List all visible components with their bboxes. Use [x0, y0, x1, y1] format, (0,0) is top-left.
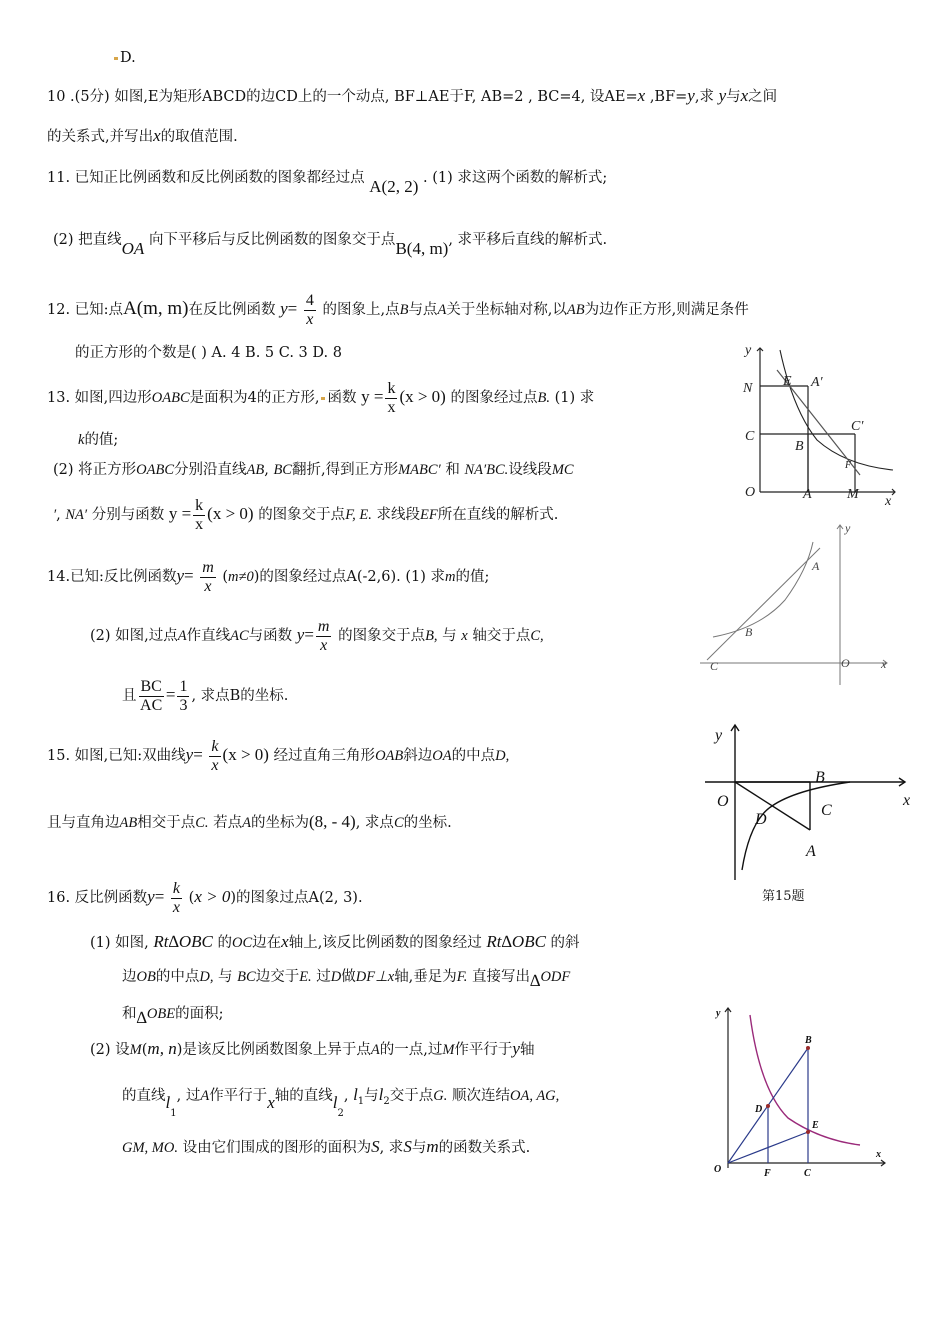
fig14-label-y: y	[845, 521, 851, 535]
q14-line3: 且 $\frac{BC}{AC}$ = $\frac{1}{3}$ , 求点B的坐标.	[122, 677, 289, 714]
q14-line2: (2) 如图,过点A作直线AC与函数 y= $\frac{m}{x}$ 的图象交于点B, 与 x 轴交于点C,	[90, 617, 544, 654]
q16-line4: 和∆OBE的面积;	[122, 1006, 224, 1027]
fig16-label-x: x	[876, 1149, 881, 1160]
q9-answer-d: D.	[112, 48, 136, 68]
figure-q13	[735, 340, 905, 505]
q16-line6: 的直线$l_1$, 过A作平行于x轴的直线$l_2$, $l_1$与$l_2$交于点G. 顺次连结OA, AG,	[122, 1085, 560, 1119]
fig16-label-b: B	[805, 1035, 812, 1046]
fig15-label-c: C	[821, 802, 832, 819]
q16-line5: (2) 设M(m, n)是该反比例函数图象上异于点A的一点,过M作平行于y轴	[90, 1039, 535, 1058]
fig13-label-b: B	[795, 439, 804, 454]
q12-line1: 12. 已知:点A(m, m)在反比例函数 y= $\frac{4}{x}$ 的图象上,点B与点A关于坐标轴对称,以AB为边作正方形,则满足条件	[47, 291, 749, 328]
fig13-label-f: F	[845, 460, 852, 471]
figure-q16	[710, 1000, 890, 1180]
fig13-label-a: A	[803, 487, 812, 502]
fig15-label-x: x	[903, 792, 911, 809]
fig15-label-b: B	[815, 769, 825, 786]
fig14-label-b: B	[745, 625, 753, 639]
fig13-label-y: y	[745, 343, 752, 358]
fig14-label-x: x	[881, 657, 887, 671]
q13-line2: k的值;	[78, 432, 119, 448]
fig13-label-e: E	[783, 374, 792, 389]
q10-line2: 的关系式,并写出x的取值范围.	[47, 126, 238, 145]
fig13-label-x: x	[885, 494, 892, 505]
fig16-label-f: F	[764, 1168, 771, 1179]
fig16-label-c: C	[804, 1168, 811, 1179]
q13-line3: (2) 将正方形OABC分别沿直线AB, BC翻折,得到正方形MABC′ 和 NA′BC.设线段MC	[53, 462, 574, 478]
point-a: A(2, 2)	[369, 177, 419, 196]
q13-line1: 13. 如图,四边形OABC是面积为4的正方形, 函数 y = $\frac{k}{x}$ (x > 0) 的图象经过点B. (1) 求	[47, 379, 595, 416]
q15-line1: 15. 如图,已知:双曲线y= $\frac{k}{x}$ (x > 0) 经过直角三角形OAB斜边OA的中点D,	[47, 737, 510, 774]
fig15-label-d: D	[755, 811, 767, 828]
fig16-label-e: E	[812, 1120, 819, 1131]
figure-q15-caption: 第15题	[762, 889, 805, 904]
q15-line2: 且与直角边AB相交于点C. 若点A的坐标为(8, - 4), 求点C的坐标.	[47, 812, 452, 831]
q16-line2: (1) 如图, Rt∆OBC 的OC边在x轴上,该反比例函数的图象经过 Rt∆OBC 的斜	[90, 932, 580, 951]
fig13-label-a2: A′	[811, 375, 823, 390]
fig16-label-o: O	[714, 1164, 722, 1175]
fig13-label-o: O	[745, 485, 756, 500]
q16-line3: 边OB的中点D, 与 BC边交于E. 过D做DF⊥x轴,垂足为F. 直接写出∆ODF	[122, 969, 571, 990]
figure-q15	[700, 720, 920, 885]
fig14-label-c: C	[710, 659, 719, 673]
figure-q14	[695, 520, 895, 690]
q10-line1: 10 .(5分) 如图,E为矩形ABCD的边CD上的一个动点, BF⊥AE于F, AB=2 , BC=4, 设AE=x ,BF=y,求 y与x之间	[47, 86, 778, 105]
fig13-label-n: N	[743, 381, 753, 396]
fig14-label-o: O	[841, 656, 850, 670]
fig15-label-o: O	[717, 793, 729, 810]
q11-line1: 11. 已知正比例函数和反比例函数的图象都经过点 A(2, 2) . (1) 求这两个函数的解析式;	[47, 170, 608, 196]
fig16-label-y: y	[716, 1008, 721, 1019]
q13-line4: ′, NA′ 分别与函数 y = $\frac{k}{x}$ (x > 0) 的图象交于点F, E. 求线段EF所在直线的解析式.	[53, 496, 559, 533]
fig14-label-a: A	[812, 559, 820, 573]
q12-line2: 的正方形的个数是( ) A. 4 B. 5 C. 3 D. 8	[75, 345, 342, 361]
fig15-label-y: y	[715, 727, 723, 744]
q16-line7: GM, MO. 设由它们围成的图形的面积为S, 求S与m的函数关系式.	[122, 1137, 531, 1156]
fig13-label-c2: C′	[851, 419, 864, 434]
q16-line1: 16. 反比例函数y= $\frac{k}{x}$ (x > 0)的图象过点A(2, 3).	[47, 879, 363, 916]
fig15-label-a: A	[806, 843, 816, 860]
fig16-label-d: D	[755, 1104, 763, 1115]
fig13-label-c: C	[745, 429, 755, 444]
q11-line2: (2) 把直线OA 向下平移后与反比例函数的图象交于点B(4, m), 求平移后直线的解析式.	[53, 232, 608, 258]
q14-line1: 14.已知:反比例函数y= $\frac{m}{x}$ (m≠0)的图象经过点A(-2,6). (1) 求m的值;	[47, 558, 490, 595]
fig13-label-m: M	[847, 487, 859, 502]
